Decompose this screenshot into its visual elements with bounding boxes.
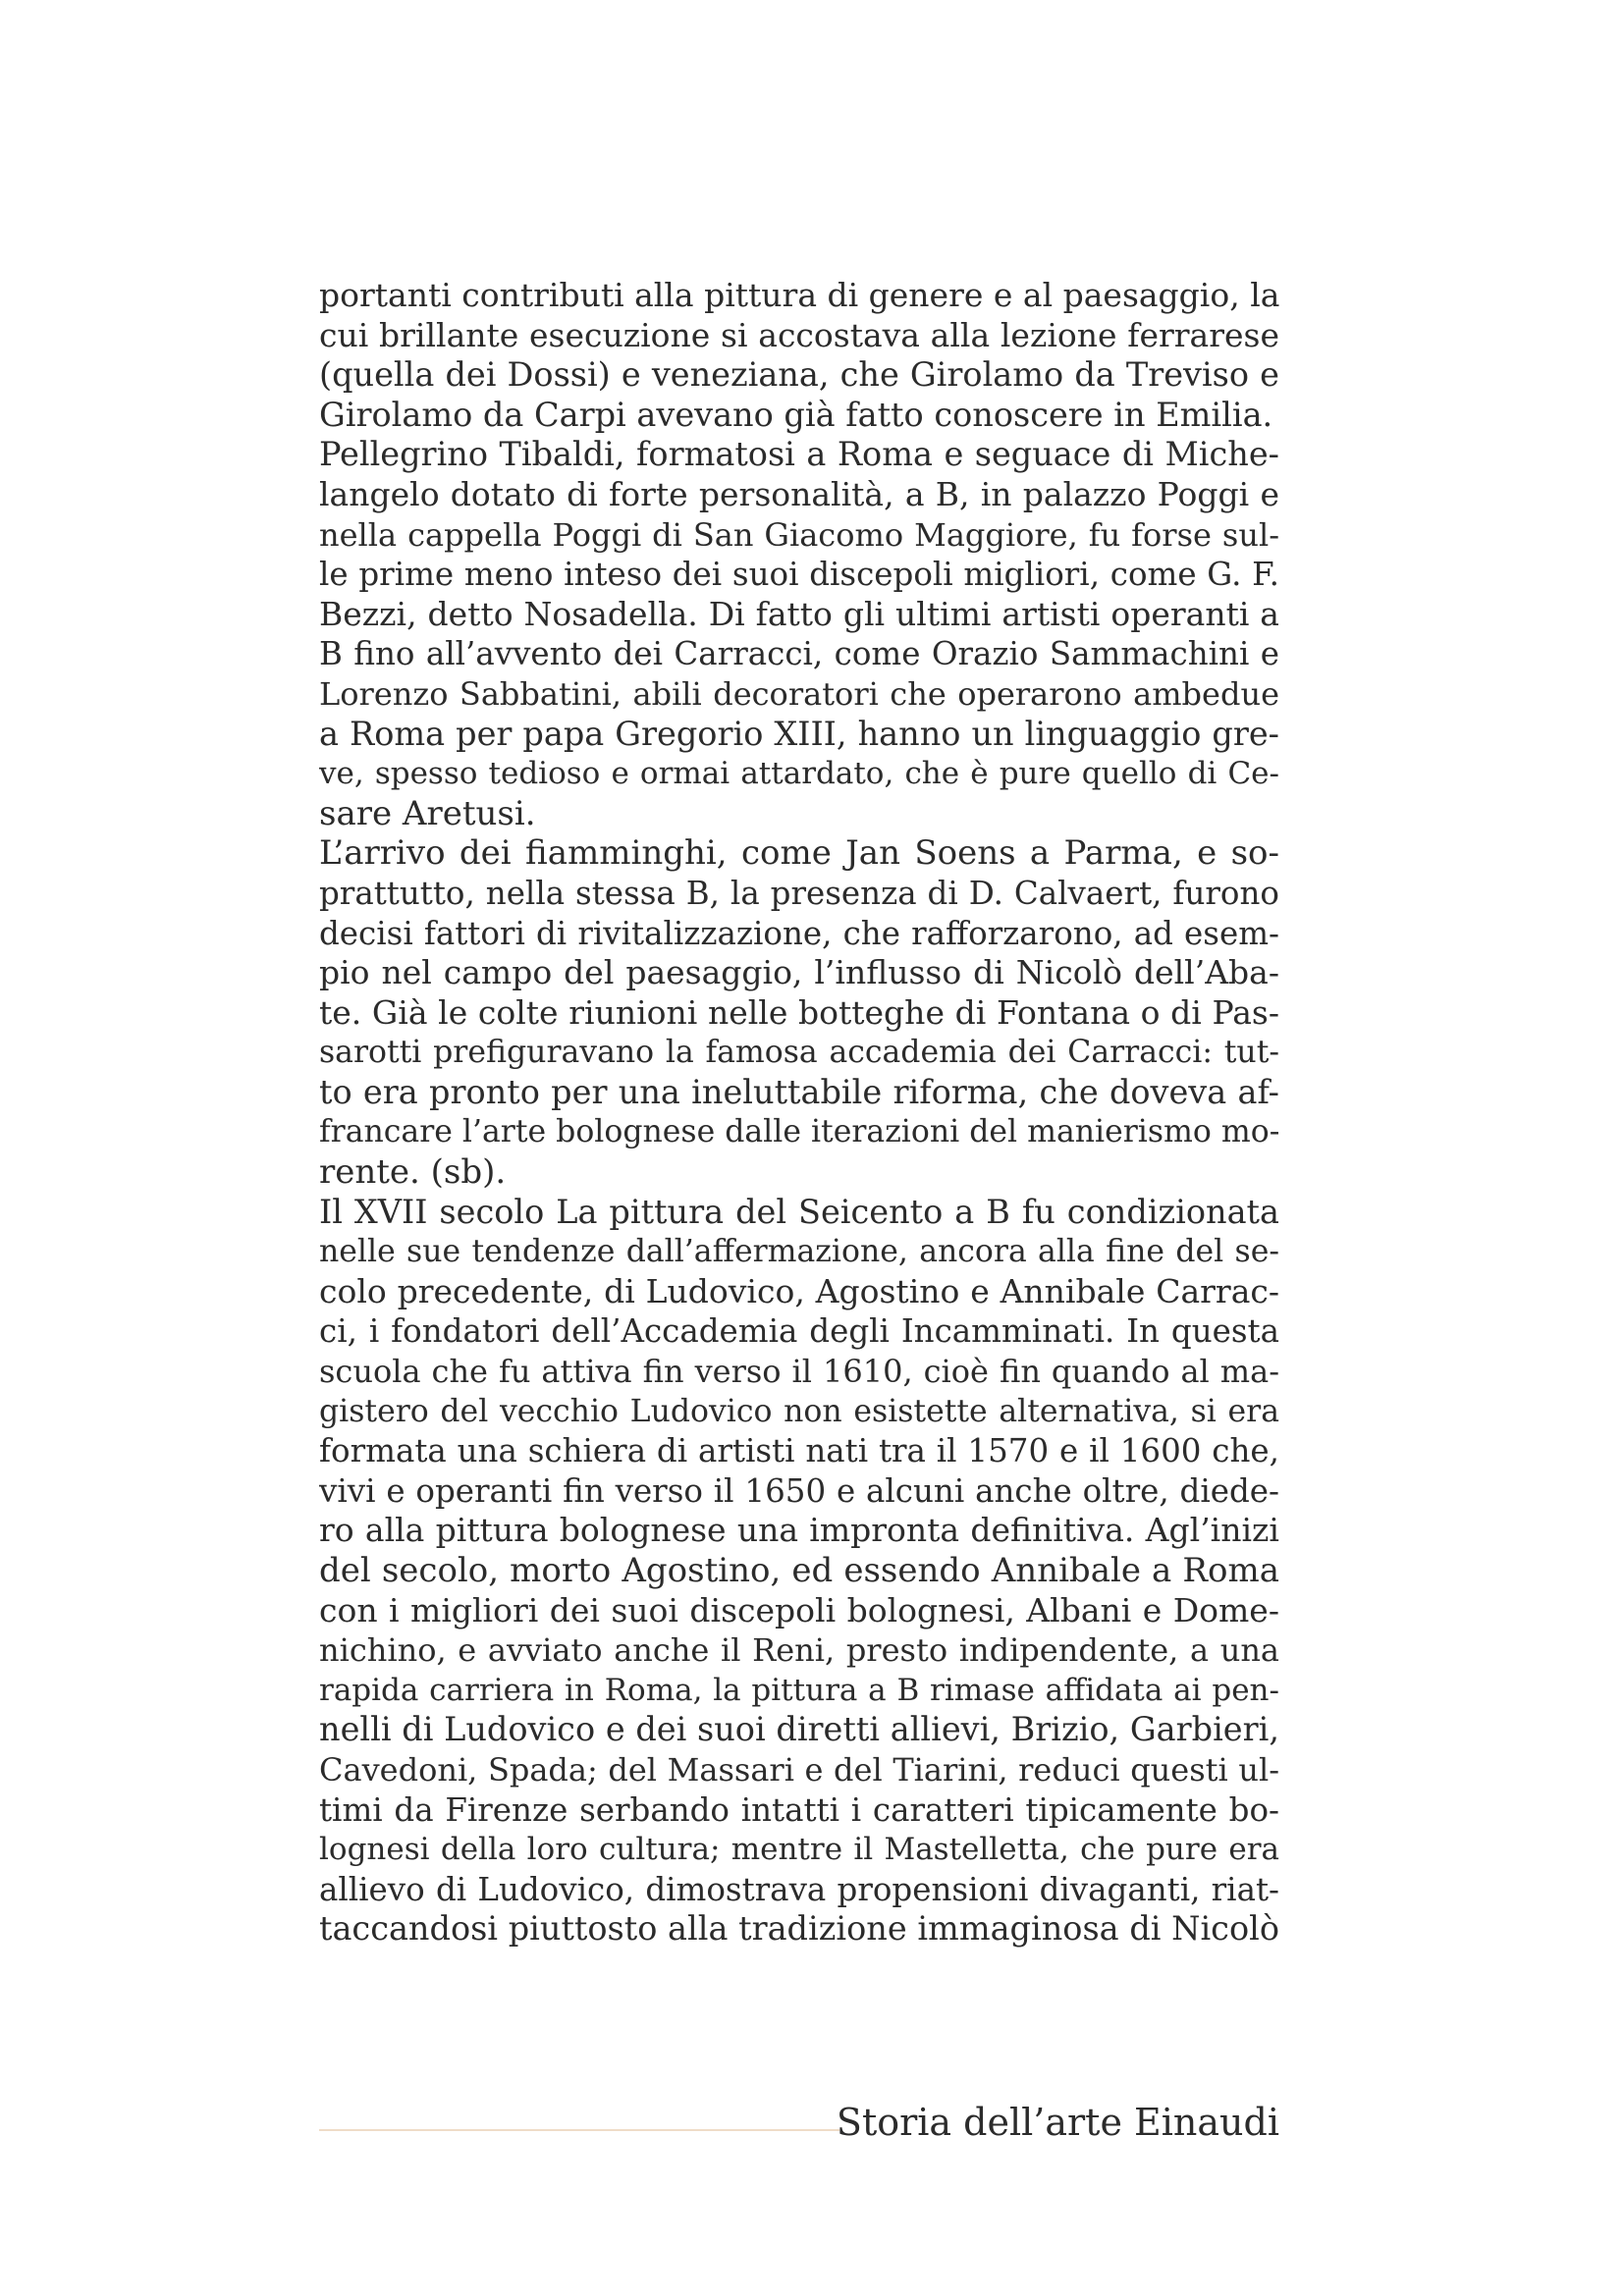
text-line: to era pronto per una ineluttabile riforma, che doveva af- xyxy=(319,1072,1279,1111)
text-line: te. Già le colte riunioni nelle botteghe di Fontana o di Pas- xyxy=(319,992,1279,1032)
text-line: decisi fattori di rivitalizzazione, che rafforzarono, ad esem- xyxy=(319,914,1279,952)
text-line: scuola che fu attiva fin verso il 1610, cioè fin quando al ma- xyxy=(319,1353,1279,1391)
text-line: le prime meno inteso dei suoi discepoli migliori, come G. F. xyxy=(319,556,1279,594)
text-line: (quella dei Dossi) e veneziana, che Girolamo da Treviso e xyxy=(319,355,1279,395)
text-line: francare l’arte bolognese dalle iterazioni del manierismo mo- xyxy=(319,1114,1279,1150)
text-line: portanti contributi alla pittura di genere e al paesaggio, la xyxy=(319,276,1279,314)
text-line: nella cappella Poggi di San Giacomo Maggiore, fu forse sul- xyxy=(319,515,1279,554)
text-line: vivi e operanti fin verso il 1650 e alcuni anche oltre, diede- xyxy=(319,1471,1279,1510)
text-line: pio nel campo del paesaggio, l’influsso di Nicolò dell’Aba- xyxy=(319,953,1279,992)
text-line: nichino, e avviato anche il Reni, presto indipendente, a una xyxy=(319,1631,1279,1670)
text-line: sarotti prefiguravano la famosa accademia dei Carracci: tut- xyxy=(319,1035,1279,1071)
text-line: nelli di Ludovico e dei suoi diretti allievi, Brizio, Garbieri, xyxy=(319,1710,1279,1749)
text-line: sare Aretusi. xyxy=(319,793,536,833)
text-line: allievo di Ludovico, dimostrava propensioni divaganti, riat- xyxy=(319,1870,1279,1908)
text-line: cui brillante esecuzione si accostava alla lezione ferrarese xyxy=(319,315,1279,354)
text-line: L’arrivo dei fiamminghi, come Jan Soens a Parma, e so- xyxy=(319,833,1279,874)
text-line: lognesi della loro cultura; mentre il Mastelletta, che pure era xyxy=(319,1832,1279,1868)
text-line: con i migliori dei suoi discepoli bolognesi, Albani e Dome- xyxy=(319,1590,1279,1629)
text-line: a Roma per papa Gregorio XIII, hanno un linguaggio gre- xyxy=(319,714,1279,753)
footer-title: Storia dell’arte Einaudi xyxy=(836,2101,1279,2144)
text-line: ro alla pittura bolognese una impronta definitiva. Agl’inizi xyxy=(319,1511,1279,1550)
text-line: Il XVII secolo La pittura del Seicento a B fu condizionata xyxy=(319,1192,1279,1231)
text-line: rente. (sb). xyxy=(319,1152,507,1193)
text-line: nelle sue tendenze dall’affermazione, ancora alla fine del se- xyxy=(319,1234,1279,1270)
text-line: Pellegrino Tibaldi, formatosi a Roma e seguace di Miche- xyxy=(319,435,1279,474)
text-line: prattutto, nella stessa B, la presenza di D. Calvaert, furono xyxy=(319,874,1279,912)
text-line: colo precedente, di Ludovico, Agostino e Annibale Carrac- xyxy=(319,1271,1279,1310)
text-line: gistero del vecchio Ludovico non esistette alternativa, si era xyxy=(319,1393,1279,1429)
text-line: Girolamo da Carpi avevano già fatto conoscere in Emilia. xyxy=(319,395,1273,434)
text-line: taccandosi piuttosto alla tradizione immaginosa di Nicolò xyxy=(319,1909,1279,1949)
text-line: timi da Firenze serbando intatti i caratteri tipicamente bo- xyxy=(319,1790,1279,1829)
footer-rule xyxy=(319,2129,839,2131)
text-line: Lorenzo Sabbatini, abili decoratori che operarono ambedue xyxy=(319,674,1279,713)
text-line: rapida carriera in Roma, la pittura a B rimase affidata ai pen- xyxy=(319,1672,1279,1708)
page-footer xyxy=(319,2101,1279,2150)
text-line: formata una schiera di artisti nati tra il 1570 e il 1600 che, xyxy=(319,1432,1279,1470)
text-line: del secolo, morto Agostino, ed essendo Annibale a Roma xyxy=(319,1551,1279,1590)
text-line: Bezzi, detto Nosadella. Di fatto gli ultimi artisti operanti a xyxy=(319,594,1279,633)
text-line: ci, i fondatori dell’Accademia degli Incamminati. In questa xyxy=(319,1312,1279,1351)
body-text xyxy=(319,276,1279,1949)
text-line: ve, spesso tedioso e ormai attardato, che è pure quello di Ce- xyxy=(319,756,1279,792)
text-line: langelo dotato di forte personalità, a B, in palazzo Poggi e xyxy=(319,474,1279,513)
text-line: B fino all’avvento dei Carracci, come Orazio Sammachini e xyxy=(319,635,1279,673)
text-line: Cavedoni, Spada; del Massari e del Tiarini, reduci questi ul- xyxy=(319,1750,1279,1789)
